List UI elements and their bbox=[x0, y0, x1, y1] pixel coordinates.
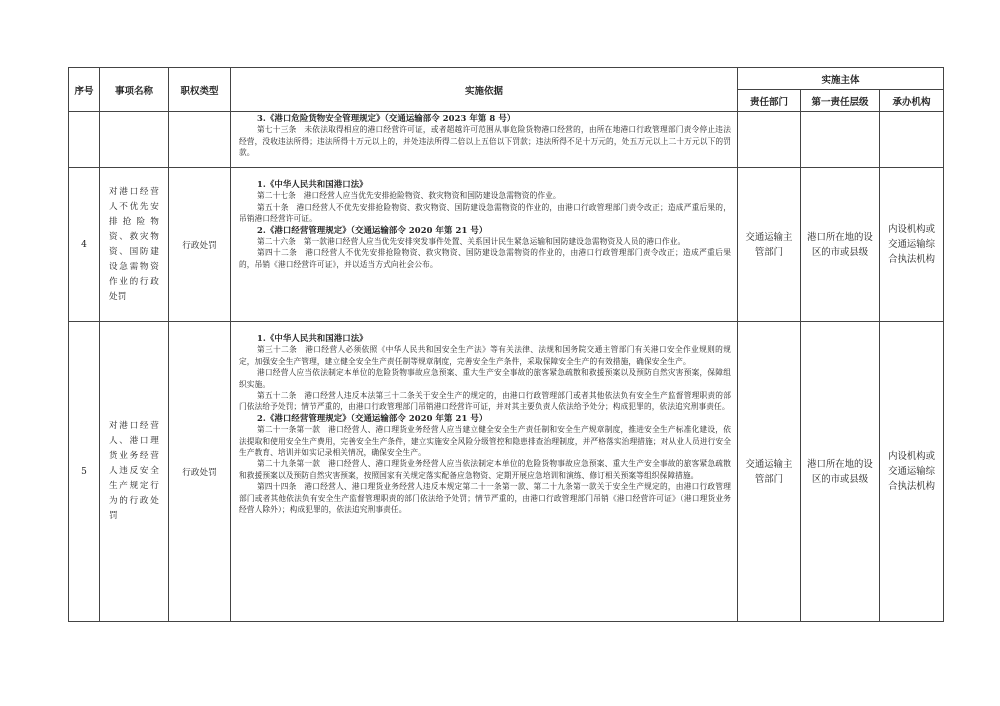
row-item-name: 对港口经营人、港口理货业务经营人违反安全生产规定行为的行政处罚 bbox=[100, 322, 169, 622]
header-basis: 实施依据 bbox=[231, 68, 738, 112]
cont-level-cell bbox=[801, 112, 880, 168]
law-article: 第二十六条 第一款港口经营人应当优先安排突发事件处置、关系国计民生紧急运输和国防建设急需物资及人员的港口作业。 bbox=[257, 237, 686, 247]
table-row bbox=[69, 168, 944, 322]
row-power-type: 行政处罚 bbox=[169, 322, 231, 622]
law-article: 第二十一条第一款 港口经营人、港口理货业务经营人应当建立健全安全生产责任制和安全生产规章制度，推进安全生产标准化建设，依法提取和使用安全生产费用，完善安全生产条件，建立实施安全风险分级管控和隐患排查治理制度，并严格落实治理措施；对从业人员进行安全生产教育、培训并如实记录相关情况，确保安全生产。 bbox=[239, 425, 731, 458]
header-name: 事项名称 bbox=[100, 68, 169, 112]
cont-org-cell bbox=[880, 112, 944, 168]
row-seq: 4 bbox=[69, 168, 100, 322]
law-article: 第三十二条 港口经营人必须依照《中华人民共和国安全生产法》等有关法律、法规和国务院交通主管部门有关港口安全作业规则的规定，加强安全生产管理，建立健全安全生产责任制等规章制度，完善安全生产条件，采取保障安全生产的有效措施，确保安全生产。 bbox=[239, 345, 731, 366]
law-title: 2.《港口经营管理规定》（交通运输部令 2020 年第 21 号） bbox=[257, 224, 488, 235]
cont-type-cell bbox=[169, 112, 231, 168]
cont-dept-cell bbox=[738, 112, 801, 168]
header-type: 职权类型 bbox=[169, 68, 231, 112]
law-title: 1.《中华人民共和国港口法》 bbox=[257, 333, 368, 343]
cont-name-cell bbox=[100, 112, 169, 168]
header-subject: 实施主体 bbox=[738, 68, 944, 90]
cont-basis-cell bbox=[231, 112, 738, 168]
header-seq: 序号 bbox=[69, 68, 100, 112]
law-article: 第七十三条 未依法取得相应的港口经营许可证，或者超越许可范围从事危险货物港口经营的，由所在地港口行政管理部门责令停止违法经营，没收违法所得；违法所得十万元以上的，并处违法所得二倍以上五倍以下罚款；违法所得不足十万元的，处五万元以上二十万元以下的罚款。 bbox=[239, 125, 731, 158]
header-row-top bbox=[69, 68, 944, 90]
table-row-continuation bbox=[69, 112, 944, 168]
header-level: 第一责任层级 bbox=[801, 90, 880, 112]
row-org: 内设机构或交通运输综合执法机构 bbox=[880, 322, 944, 622]
law-article: 港口经营人应当依法制定本单位的危险货物事故应急预案、重大生产安全事故的旅客紧急疏散和救援预案以及预防自然灾害预案，保障组织实施。 bbox=[239, 368, 731, 389]
row-org: 内设机构或交通运输综合执法机构 bbox=[880, 168, 944, 322]
header-org: 承办机构 bbox=[880, 90, 944, 112]
row-level: 港口所在地的设区的市或县级 bbox=[801, 168, 880, 322]
header-dept: 责任部门 bbox=[738, 90, 801, 112]
row-dept: 交通运输主管部门 bbox=[738, 322, 801, 622]
law-title: 2.《港口经营管理规定》（交通运输部令 2020 年第 21 号） bbox=[257, 412, 488, 423]
row-power-type: 行政处罚 bbox=[169, 168, 231, 322]
row-item-name: 对港口经营人不优先安排抢险物资、救灾物资、国防建设急需物资作业的行政处罚 bbox=[100, 168, 169, 322]
row-level: 港口所在地的设区的市或县级 bbox=[801, 322, 880, 622]
table-row bbox=[69, 322, 944, 622]
row-basis bbox=[231, 168, 738, 322]
law-title: 3.《港口危险货物安全管理规定》（交通运输部令 2023 年第 8 号） bbox=[257, 113, 516, 123]
row-basis bbox=[231, 322, 738, 622]
row-dept: 交通运输主管部门 bbox=[738, 168, 801, 322]
law-article: 第五十二条 港口经营人违反本法第三十二条关于安全生产的规定的，由港口行政管理部门或者其他依法负有安全生产监督管理职责的部门依法给予处罚；情节严重的，由港口行政管理部门吊销港口经营许可证，并对其主要负责人依法给予处分；构成犯罪的，依法追究刑事责任。 bbox=[239, 391, 731, 412]
law-article: 第二十七条 港口经营人应当优先安排抢险物资、救灾物资和国防建设急需物资的作业。 bbox=[257, 191, 561, 201]
law-title: 1.《中华人民共和国港口法》 bbox=[257, 179, 368, 189]
law-article: 第五十条 港口经营人不优先安排抢险物资、救灾物资、国防建设急需物资的作业的，由港口行政管理部门责令改正；造成严重后果的，吊销港口经营许可证。 bbox=[239, 202, 731, 224]
law-article: 第四十二条 港口经营人不优先安排抢险物资、救灾物资、国防建设急需物资的作业的，由港口行政管理部门责令改正；造成严重后果的，吊销《港口经营许可证》，并以适当方式向社会公布。 bbox=[239, 248, 731, 269]
law-article: 第二十九条第一款 港口经营人、港口理货业务经营人应当依法制定本单位的危险货物事故应急预案、重大生产安全事故的旅客紧急疏散和救援预案以及预防自然灾害预案，按照国家有关规定落实配备应急物资、定期开展应急培训和演练、修订相关预案等组织保障措施。 bbox=[239, 459, 731, 480]
cont-seq-cell bbox=[69, 112, 100, 168]
row-seq: 5 bbox=[69, 322, 100, 622]
law-article: 第四十四条 港口经营人、港口理货业务经营人违反本规定第二十一条第一款、第二十九条第一款关于安全生产规定的，由港口行政管理部门或者其他依法负有安全生产监督管理职责的部门依法给予处罚；情节严重的，由港口行政管理部门吊销《港口经营许可证》（港口理货业务经营人除外）；构成犯罪的，依法追究刑事责任。 bbox=[239, 482, 731, 515]
powers-table bbox=[68, 67, 944, 622]
